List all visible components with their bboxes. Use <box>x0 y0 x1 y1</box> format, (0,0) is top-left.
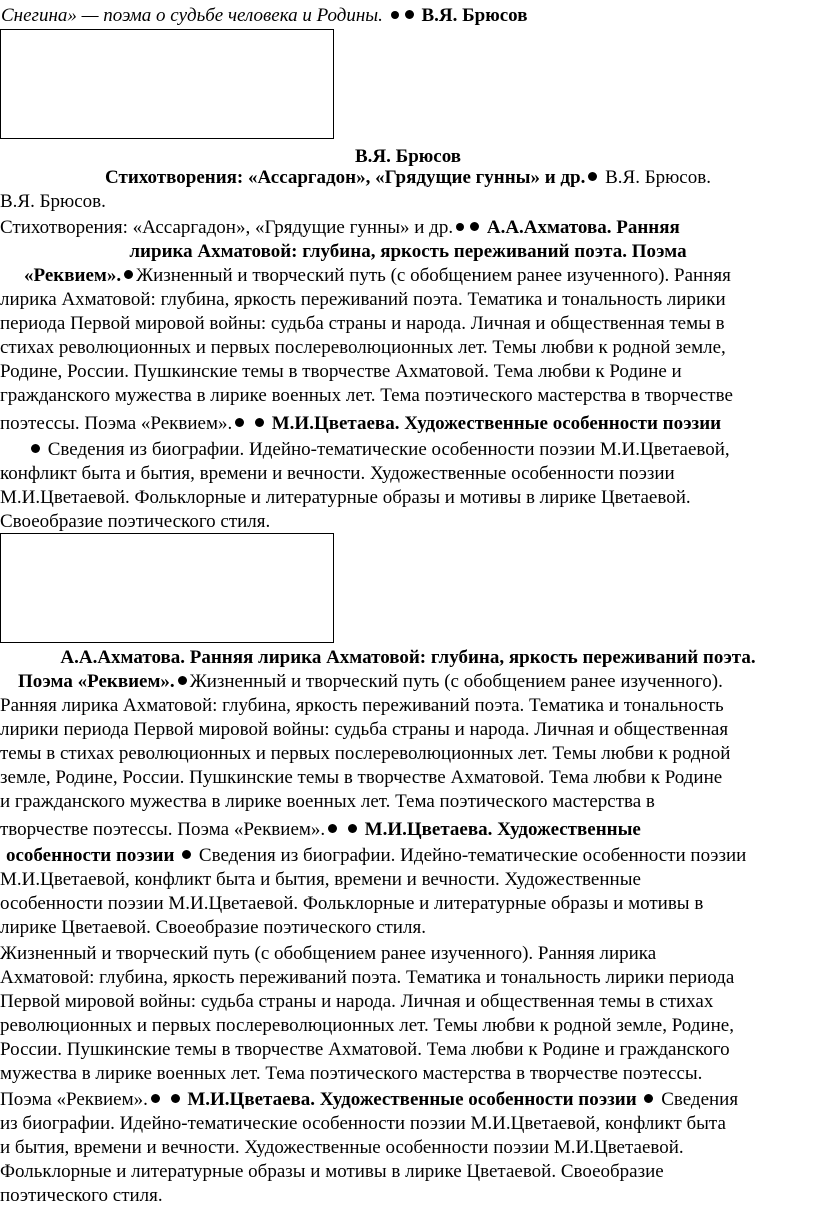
text-line: периода Первой мировой войны: судьба страны и народа. Личная и общественная темы в <box>0 313 725 334</box>
bullet-icon <box>235 418 244 427</box>
text-line: Жизненный и творческий путь (с обобщением ранее изученного). Ранняя лирика <box>0 943 657 964</box>
text-line <box>6 844 746 868</box>
text-plain: Жизненный и творческий путь (с обобщением ранее изученного). Ранняя <box>136 265 731 286</box>
text-bold: М.И.Цветаева. Художественные особенности поэзии <box>187 1089 637 1110</box>
text-line: Своеобразие поэтического стиля. <box>0 511 271 532</box>
text-line: и гражданского мужества в лирике военных лет. Тема поэтического мастерства в <box>0 791 655 812</box>
text-line <box>0 818 641 842</box>
bullet-icon <box>178 676 187 685</box>
text-plain: Сведения из биографии. Идейно-тематические особенности поэзии <box>198 845 747 866</box>
header-line <box>1 4 527 28</box>
bullet-icon <box>405 10 414 19</box>
text-line: темы в стихах революционных и первых послереволюционных лет. Темы любви к родной <box>0 743 731 764</box>
text-bold: А.А.Ахматова. Ранняя лирика Ахматовой: глубина, яркость переживаний поэта. <box>60 647 756 668</box>
bullet-icon <box>391 11 399 19</box>
bullet-icon <box>348 824 357 833</box>
text-line <box>0 216 680 240</box>
text-plain: Сведения <box>661 1089 739 1110</box>
text-line <box>0 412 721 436</box>
text-line <box>28 438 730 462</box>
image-placeholder <box>0 29 334 139</box>
text-line: из биографии. Идейно-тематические особенности поэзии М.И.Цветаевой, конфликт быта <box>0 1113 726 1134</box>
bullet-icon <box>588 172 597 181</box>
text-line: поэтического стиля. <box>0 1185 163 1206</box>
text-line: революционных и первых послереволюционных лет. Темы любви к родной земле, Родине, <box>0 1015 734 1036</box>
text-bold: М.И.Цветаева. Художественные <box>364 819 641 840</box>
text-line: Ранняя лирика Ахматовой: глубина, яркость переживаний поэта. Тематика и тональность <box>0 695 724 716</box>
text-line: стихах революционных и первых послереволюционных лет. Темы любви к родной земле, <box>0 337 726 358</box>
image-placeholder <box>0 533 334 643</box>
text-bold: М.И.Цветаева. Художественные особенности поэзии <box>271 413 722 434</box>
text-line: Фольклорные и литературные образы и мотивы в лирике Цветаевой. Своеобразие <box>0 1161 664 1182</box>
text-line: М.И.Цветаевой, конфликт быта и бытия, времени и вечности. Художественные <box>0 869 641 890</box>
text-line: лирика Ахматовой: глубина, яркость переживаний поэта. Тематика и тональность лирики <box>0 289 726 310</box>
text-bold: Поэма «Реквием». <box>18 671 175 692</box>
bullet-icon <box>456 223 464 231</box>
text-bold: А.А.Ахматова. Ранняя <box>486 217 680 238</box>
text-line: гражданского мужества в лирике военных лет. Тема поэтического мастерства в творчестве <box>0 385 733 406</box>
text-line <box>24 264 731 288</box>
text-line: земле, Родине, России. Пушкинские темы в творчестве Ахматовой. Тема любви к Родине <box>0 767 723 788</box>
text-bold: лирика Ахматовой: глубина, яркость переживаний поэта. Поэма <box>129 241 687 262</box>
text-line: Ахматовой: глубина, яркость переживаний поэта. Тематика и тональность лирики периода <box>0 967 735 988</box>
section1-subtitle: Стихотворения: «Ассаргадон», «Грядущие гунны» и др. <box>105 167 586 188</box>
text-plain: поэтессы. Поэма «Реквием». <box>0 413 233 434</box>
text-line: лирики периода Первой мировой войны: судьба страны и народа. Личная и общественная <box>0 719 729 740</box>
bullet-icon <box>151 1094 160 1103</box>
text-line: В.Я. Брюсов. <box>0 191 106 212</box>
bullet-icon <box>470 222 479 231</box>
bullet-icon <box>171 1094 180 1103</box>
text-bold: «Реквием». <box>24 265 122 286</box>
section1-title-text: В.Я. Брюсов <box>354 146 461 167</box>
text-line <box>18 670 723 694</box>
text-line: и бытия, времени и вечности. Художественные особенности поэзии М.И.Цветаевой. <box>0 1137 684 1158</box>
bullet-icon <box>182 850 191 859</box>
text-plain: творчестве поэтессы. Поэма «Реквием». <box>0 819 326 840</box>
header-author: В.Я. Брюсов <box>421 5 528 26</box>
text-line: лирике Цветаевой. Своеобразие поэтического стиля. <box>0 917 426 938</box>
text-line <box>0 1088 738 1112</box>
text-line <box>0 240 816 264</box>
section1-subtitle-line <box>0 166 816 190</box>
text-plain: Стихотворения: «Ассаргадон», «Грядущие гунны» и др. <box>0 217 454 238</box>
text-line <box>0 646 816 670</box>
section1-subtitle-tail: В.Я. Брюсов. <box>605 167 711 188</box>
text-line: мужества в лирике военных лет. Тема поэтического мастерства в творчестве поэтессы. <box>0 1063 703 1084</box>
bullet-icon <box>124 270 133 279</box>
text-line: Родине, России. Пушкинские темы в творчестве Ахматовой. Тема любви к Родине и <box>0 361 682 382</box>
text-line: Первой мировой войны: судьба страны и народа. Личная и общественная темы в стихах <box>0 991 714 1012</box>
text-line: России. Пушкинские темы в творчестве Ахматовой. Тема любви к Родине и гражданского <box>0 1039 730 1060</box>
bullet-icon <box>255 418 264 427</box>
header-italic-text: Снегина» — поэма о судьбе человека и Родины. <box>1 5 383 26</box>
text-line: конфликт быта и бытия, времени и вечности. Художественные особенности поэзии <box>0 463 675 484</box>
text-plain: Сведения из биографии. Идейно-тематические особенности поэзии М.И.Цветаевой, <box>47 439 730 460</box>
bullet-icon <box>328 824 337 833</box>
text-bold: особенности поэзии <box>6 845 175 866</box>
text-line: М.И.Цветаевой. Фольклорные и литературные образы и мотивы в лирике Цветаевой. <box>0 487 691 508</box>
bullet-icon <box>644 1094 653 1103</box>
text-plain: Жизненный и творческий путь (с обобщением ранее изученного). <box>189 671 723 692</box>
bullet-icon <box>31 444 40 453</box>
text-plain: Поэма «Реквием». <box>0 1089 148 1110</box>
text-line: особенности поэзии М.И.Цветаевой. Фольклорные и литературные образы и мотивы в <box>0 893 704 914</box>
